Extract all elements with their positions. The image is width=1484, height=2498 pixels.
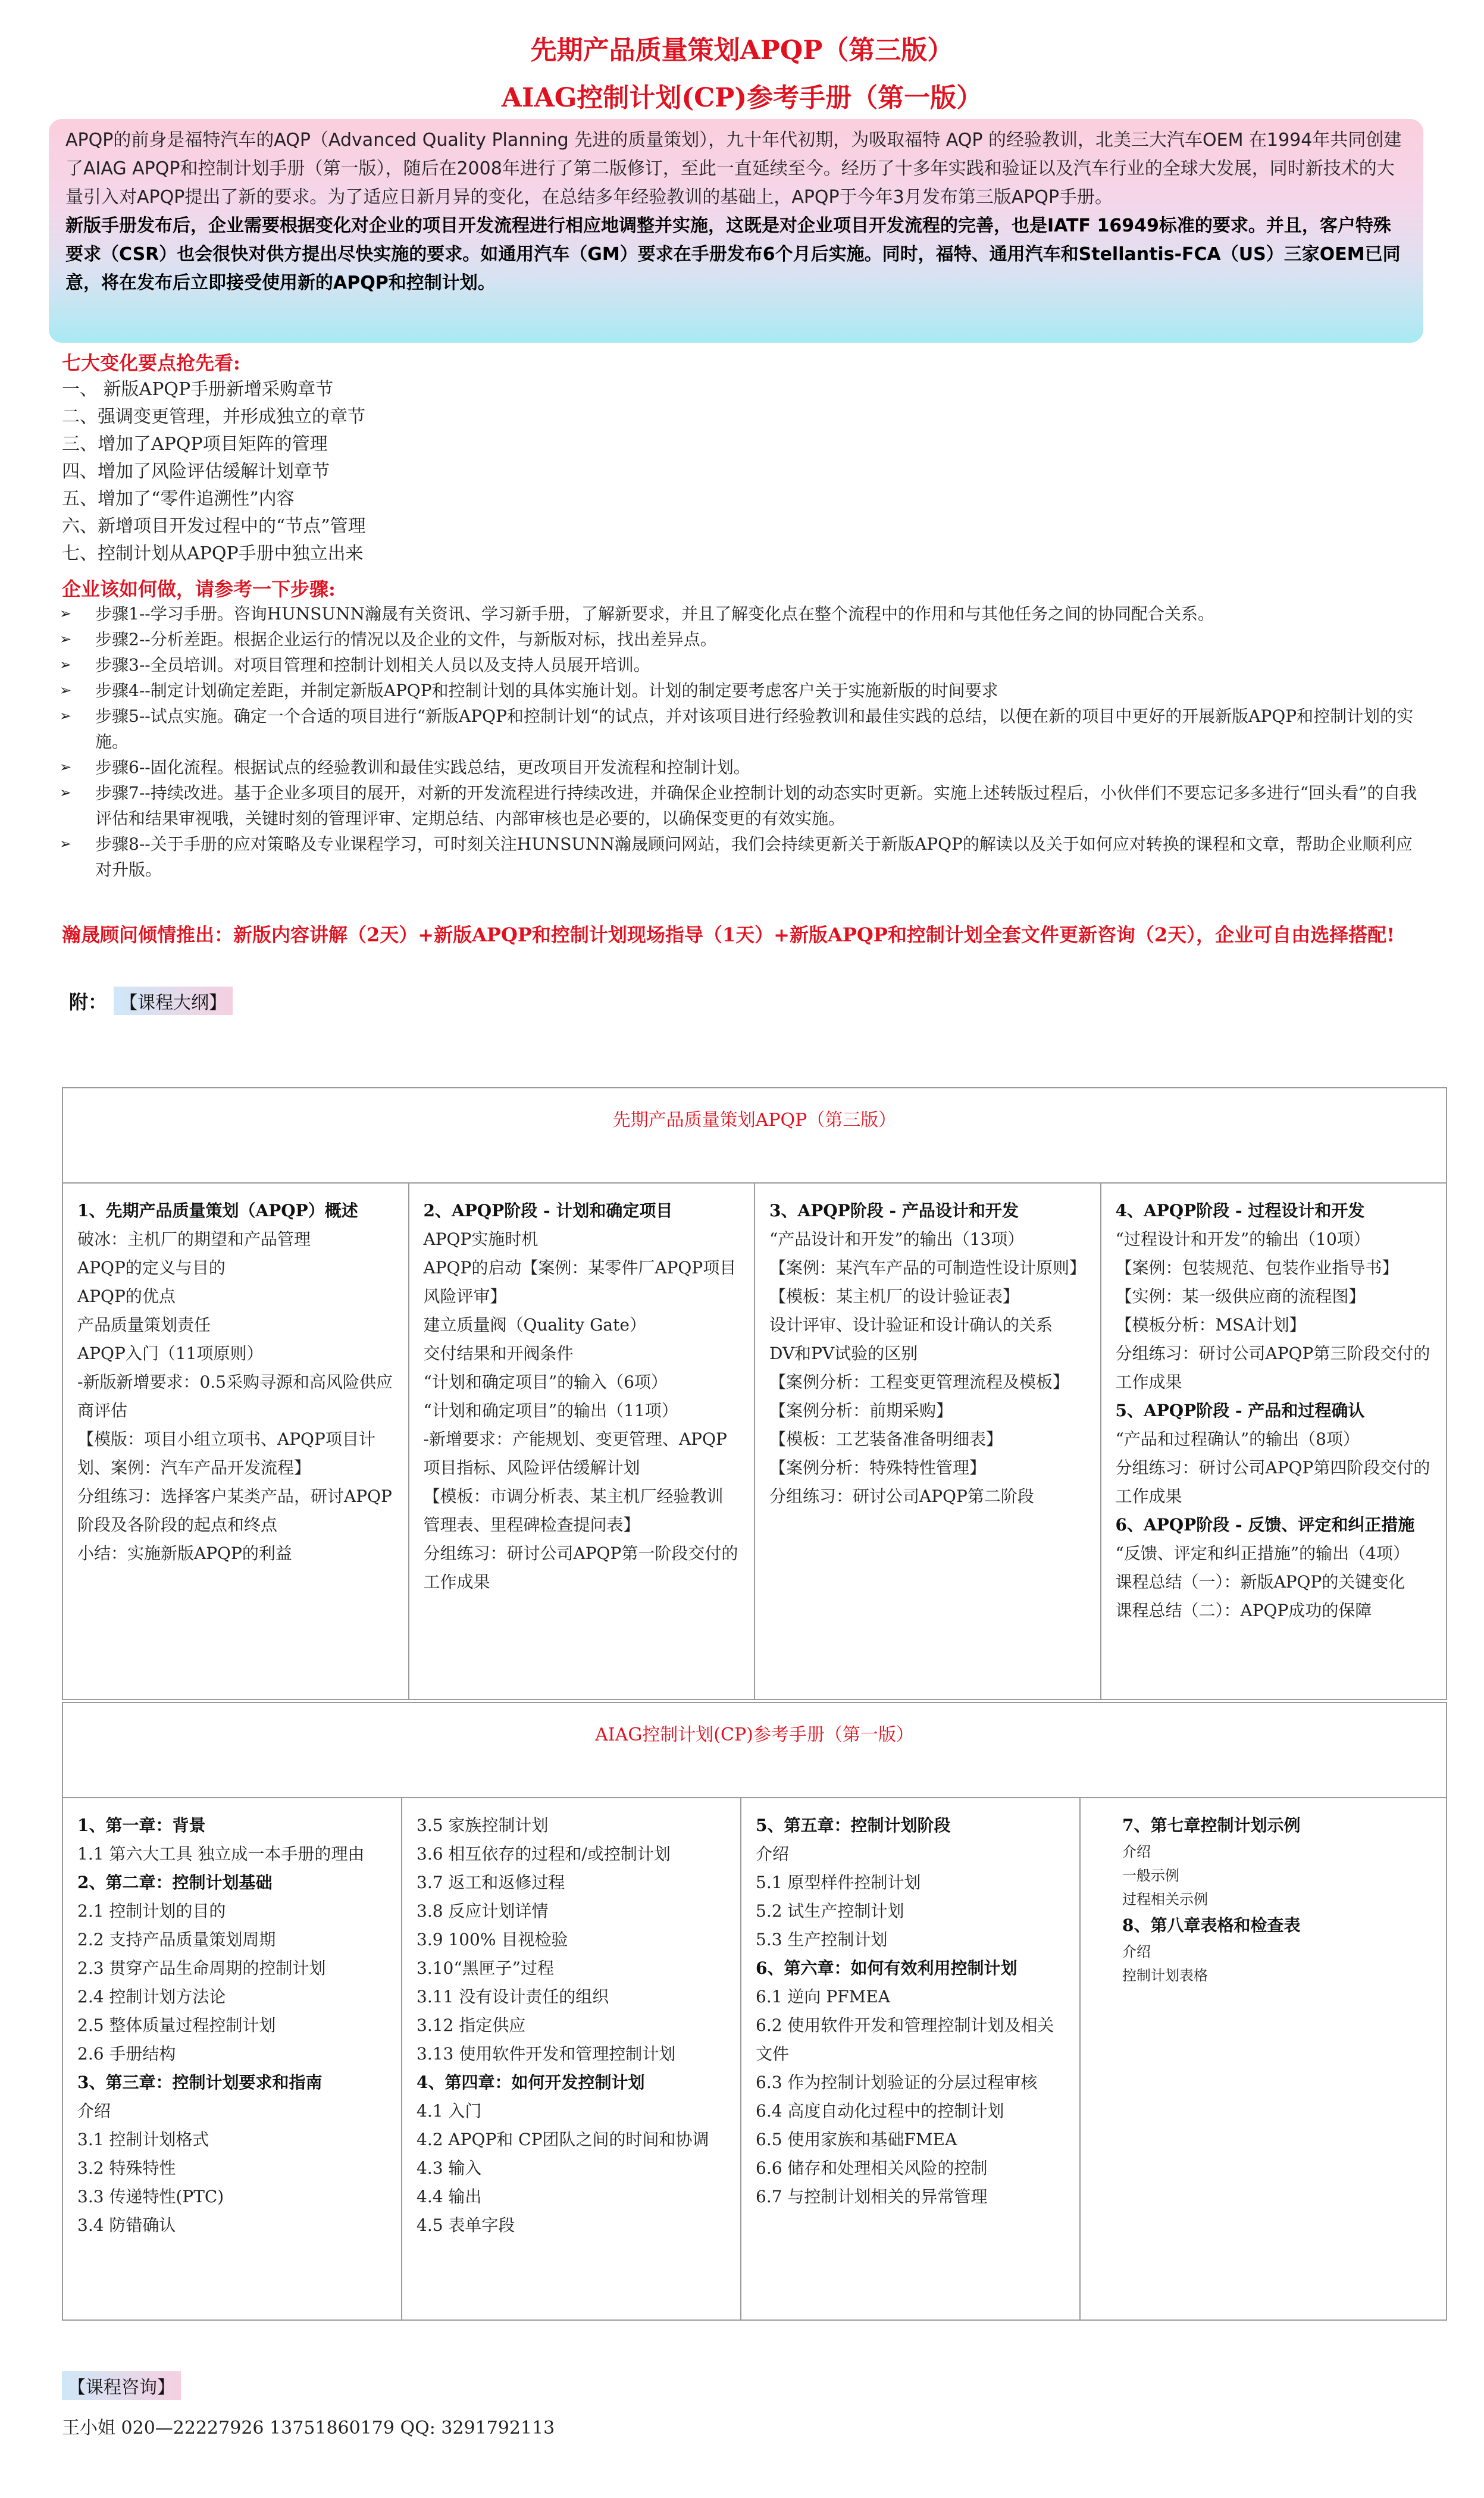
table-column: [63, 1798, 402, 2319]
changes-heading: 七大变化要点抢先看:: [62, 352, 240, 374]
list-item: APQP的优点: [77, 1286, 176, 1306]
contact-info: 王小姐 020—22227926 13751860179 QQ: 3291792113: [62, 2418, 555, 2438]
list-item: 6.7 与控制计划相关的异常管理: [756, 2187, 988, 2206]
list-item: 五、增加了“零件追溯性”内容: [62, 489, 295, 509]
steps-heading: 企业该如何做，请参考一下步骤:: [62, 578, 336, 600]
list-item: 6.2 使用软件开发和管理控制计划及相关文件: [756, 2015, 1054, 2064]
arrow-bullet-icon: ➢: [60, 708, 72, 724]
list-item: 六、新增项目开发过程中的“节点”管理: [62, 516, 366, 537]
course-consult-tag[interactable]: [62, 2371, 181, 2400]
list-item: 分组练习：选择客户某类产品，研讨APQP阶段及各阶段的起点和终点: [77, 1486, 392, 1535]
list-item: 3.9 100% 目视检验: [417, 1930, 568, 1949]
list-item: 【案例分析：特殊特性管理】: [769, 1458, 987, 1477]
list-item: 4.3 输入: [417, 2158, 482, 2178]
table-header: 先期产品质量策划APQP（第三版）: [63, 1088, 1446, 1184]
list-item: 一、 新版APQP手册新增采购章节: [62, 379, 334, 400]
list-item: 【案例分析：前期采购】: [769, 1401, 953, 1420]
list-item: “过程设计和开发”的输出（10项）: [1115, 1229, 1370, 1249]
consult-label: 【课程咨询】: [62, 2371, 181, 2400]
list-item: [60, 678, 1428, 703]
list-item: 设计评审、设计验证和设计确认的关系: [769, 1315, 1053, 1335]
list-item: 分组练习：研讨公司APQP第二阶段: [769, 1486, 1034, 1506]
table-column: [63, 1184, 409, 1699]
list-item: 5.1 原型样件控制计划: [756, 1873, 921, 1892]
step-text: 步骤1--学习手册。咨询HUNSUNN瀚晟有关资讯、学习新手册，了解新要求，并且了解变化点在整个流程中的作用和与其他任务之间的协同配合关系。: [95, 604, 1215, 624]
list-item: 【案例：包装规范、包装作业指导书】: [1115, 1258, 1399, 1278]
list-item: 1.1 第六大工具 独立成一本手册的理由: [77, 1844, 365, 1864]
section-heading: 3、第三章：控制计划要求和指南: [77, 2073, 323, 2092]
attachment-label: 附：: [69, 991, 108, 1013]
section-heading: 1、第一章：背景: [77, 1815, 206, 1835]
list-item: 3.13 使用软件开发和管理控制计划: [417, 2044, 676, 2064]
list-item: 介绍: [1122, 1843, 1151, 1860]
list-item: 介绍: [756, 1844, 790, 1864]
apqp-course-table: [62, 1087, 1447, 1700]
list-item: 2.3 贯穿产品生命周期的控制计划: [77, 1958, 326, 1978]
list-item: 6.6 储存和处理相关风险的控制: [756, 2158, 988, 2178]
list-item: 破冰：主机厂的期望和产品管理: [77, 1229, 311, 1249]
intro-box: [49, 119, 1423, 343]
list-item: “计划和确定项目”的输入（6项）: [423, 1372, 668, 1392]
list-item: 七、控制计划从APQP手册中独立出来: [62, 543, 364, 564]
list-item: 3.8 反应计划详情: [417, 1901, 549, 1921]
list-item: 控制计划表格: [1122, 1967, 1208, 1984]
list-item: 分组练习：研讨公司APQP第一阶段交付的工作成果: [423, 1544, 738, 1592]
list-item: [60, 627, 1428, 652]
list-item: -新增要求：产能规划、变更管理、APQP项目指标、风险评估缓解计划: [423, 1429, 727, 1477]
list-item: 5.3 生产控制计划: [756, 1930, 888, 1949]
step-text: 步骤3--全员培训。对项目管理和控制计划相关人员以及支持人员展开培训。: [95, 655, 650, 675]
list-item: -新版新增要求：0.5采购寻源和高风险供应商评估: [77, 1372, 393, 1420]
table-column: [755, 1184, 1101, 1699]
list-item: DV和PV试验的区别: [769, 1344, 918, 1363]
section-heading: 6、APQP阶段 - 反馈、评定和纠正措施: [1115, 1515, 1415, 1535]
list-item: 产品质量策划责任: [77, 1315, 211, 1335]
list-item: 3.3 传递特性(PTC): [77, 2187, 224, 2206]
steps-list: [60, 601, 1428, 882]
list-item: “产品和过程确认”的输出（8项）: [1115, 1429, 1360, 1449]
list-item: 3.2 特殊特性: [77, 2158, 176, 2178]
section-heading: 2、第二章：控制计划基础: [77, 1873, 273, 1892]
step-text: 步骤8--关于手册的应对策略及专业课程学习，可时刻关注HUNSUNN瀚晟顾问网站，我们会持续更新关于新版APQP的解读以及关于如何应对转换的课程和文章，帮助企业顺利应对升版。: [95, 834, 1413, 879]
list-item: 课程总结（二）：APQP成功的保障: [1115, 1601, 1372, 1620]
section-heading: 1、先期产品质量策划（APQP）概述: [77, 1201, 358, 1220]
page-title: 先期产品质量策划APQP（第三版）: [530, 35, 954, 65]
list-item: 2.2 支持产品质量策划周期: [77, 1930, 276, 1949]
list-item: 三、增加了APQP项目矩阵的管理: [62, 434, 328, 455]
list-item: 【模板：某主机厂的设计验证表】: [769, 1286, 1020, 1306]
page-subtitle: AIAG控制计划(CP)参考手册（第一版）: [501, 83, 983, 113]
intro-text: APQP的前身是福特汽车的AQP（Advanced Quality Planning 先进的质量策划），九十年代初期，为吸取福特 AQP 的经验教训，北美三大汽车OEM 在1994年共同创建了AIAG APQP和控制计划手册（第一版），随后在2008年进行了第二版修订，至此一直延续至今。经历了十多年实践和验证以及汽车行业的全球大发展，同时新技术的大量引入对APQP提出了新的要求。为了适应日新月异的变化，在总结多年经验教训的基础上，APQP于今年3月发布第三版APQP手册。: [65, 130, 1402, 208]
list-item: 4.1 入门: [417, 2101, 482, 2121]
list-item: 建立质量阀（Quality Gate）: [423, 1315, 646, 1335]
list-item: 分组练习：研讨公司APQP第三阶段交付的工作成果: [1115, 1344, 1430, 1392]
list-item: “产品设计和开发”的输出（13项）: [769, 1229, 1025, 1249]
list-item: 3.6 相互依存的过程和/或控制计划: [417, 1844, 671, 1864]
table-column: [1101, 1184, 1447, 1699]
list-item: “反馈、评定和纠正措施”的输出（4项）: [1115, 1544, 1410, 1563]
list-item: 6.3 作为控制计划验证的分层过程审核: [756, 2073, 1038, 2092]
table-column: [741, 1798, 1081, 2319]
section-heading: 8、第八章表格和检查表: [1122, 1915, 1301, 1935]
list-item: 【模板分析：MSA计划】: [1115, 1315, 1306, 1335]
list-item: 【案例：某汽车产品的可制造性设计原则】: [769, 1258, 1087, 1278]
list-item: 4.4 输出: [417, 2187, 482, 2206]
promo-text: 瀚晟顾问倾情推出：新版内容讲解（2天）+新版APQP和控制计划现场指导（1天）+新版APQP和控制计划全套文件更新咨询（2天），企业可自由选择搭配!: [62, 924, 1395, 946]
course-outline-tag[interactable]: 【课程大纲】: [114, 987, 233, 1015]
step-text: 步骤7--持续改进。基于企业多项目的展开，对新的开发流程进行持续改进，并确保企业控制计划的动态实时更新。实施上述转版过程后，小伙伴们不要忘记多多进行“回头看”的自我评估和结果审视哦，关键时刻的管理评审、定期总结、内部审核也是必要的，以确保变更的有效实施。: [95, 783, 1417, 828]
list-item: 【模板：市调分析表、某主机厂经验教训管理表、里程碑检查提问表】: [423, 1486, 724, 1535]
list-item: APQP的启动【案例：某零件厂APQP项目风险评审】: [423, 1258, 737, 1306]
list-item: 3.10“黑匣子”过程: [417, 1958, 554, 1978]
section-heading: 6、第六章：如何有效利用控制计划: [756, 1958, 1017, 1978]
list-item: 课程总结（一）：新版APQP的关键变化: [1115, 1572, 1405, 1592]
section-heading: 7、第七章控制计划示例: [1122, 1815, 1301, 1835]
list-item: 6.1 逆向 PFMEA: [756, 1987, 890, 2006]
list-item: 2.5 整体质量过程控制计划: [77, 2015, 276, 2035]
list-item: 【实例：某一级供应商的流程图】: [1115, 1286, 1366, 1306]
changes-list: [62, 376, 366, 568]
table-header: AIAG控制计划(CP)参考手册（第一版）: [63, 1703, 1446, 1798]
list-item: 2.6 手册结构: [77, 2044, 176, 2064]
list-item: 2.4 控制计划方法论: [77, 1987, 226, 2006]
section-heading: 4、第四章：如何开发控制计划: [417, 2073, 645, 2092]
list-item: 3.5 家族控制计划: [417, 1815, 549, 1835]
step-text: 步骤5--试点实施。确定一个合适的项目进行“新版APQP和控制计划“的试点，并对该项目进行经验教训和最佳实践的总结，以便在新的项目中更好的开展新版APQP和控制计划的实施。: [95, 706, 1414, 752]
list-item: 分组练习：研讨公司APQP第四阶段交付的工作成果: [1115, 1458, 1430, 1506]
list-item: 二、强调变更管理，并形成独立的章节: [62, 406, 365, 427]
section-heading: 3、APQP阶段 - 产品设计和开发: [769, 1201, 1019, 1220]
list-item: “计划和确定项目”的输出（11项）: [423, 1401, 678, 1420]
section-heading: 4、APQP阶段 - 过程设计和开发: [1115, 1201, 1365, 1220]
list-item: 介绍: [77, 2101, 111, 2121]
list-item: 介绍: [1122, 1943, 1151, 1960]
list-item: [60, 652, 1428, 678]
list-item: 3.1 控制计划格式: [77, 2130, 209, 2149]
list-item: 3.7 返工和返修过程: [417, 1873, 565, 1892]
arrow-bullet-icon: ➢: [60, 656, 72, 673]
list-item: 6.4 高度自动化过程中的控制计划: [756, 2101, 1004, 2121]
list-item: [60, 755, 1428, 780]
table-column: [402, 1798, 741, 2319]
list-item: 一般示例: [1122, 1867, 1179, 1884]
list-item: [60, 601, 1428, 627]
list-item: [60, 780, 1428, 831]
list-item: APQP实施时机: [423, 1229, 539, 1249]
arrow-bullet-icon: ➢: [60, 631, 72, 647]
list-item: 【案例分析：工程变更管理流程及模板】: [769, 1372, 1070, 1392]
step-text: 步骤6--固化流程。根据试点的经验教训和最佳实践总结，更改项目开发流程和控制计划。: [95, 757, 750, 777]
list-item: 交付结果和开阀条件: [423, 1344, 574, 1363]
list-item: 3.4 防错确认: [77, 2215, 176, 2235]
arrow-bullet-icon: ➢: [60, 784, 72, 801]
list-item: 6.5 使用家族和基础FMEA: [756, 2130, 957, 2149]
attachment-line: [69, 987, 233, 1015]
list-item: 3.11 没有设计责任的组织: [417, 1987, 609, 2006]
list-item: 4.5 表单字段: [417, 2215, 515, 2235]
list-item: 2.1 控制计划的目的: [77, 1901, 226, 1921]
table-column: [409, 1184, 756, 1699]
control-plan-course-table: [62, 1702, 1447, 2321]
list-item: 4.2 APQP和 CP团队之间的时间和协调: [417, 2130, 709, 2149]
list-item: 5.2 试生产控制计划: [756, 1901, 904, 1921]
arrow-bullet-icon: ➢: [60, 682, 72, 699]
section-heading: 2、APQP阶段 - 计划和确定项目: [423, 1201, 673, 1220]
list-item: 四、增加了风险评估缓解计划章节: [62, 461, 330, 482]
list-item: [60, 703, 1428, 755]
list-item: 【模板：工艺装备准备明细表】: [769, 1429, 1003, 1449]
list-item: 3.12 指定供应: [417, 2015, 526, 2035]
section-heading: 5、第五章：控制计划阶段: [756, 1815, 951, 1835]
section-heading: 5、APQP阶段 - 产品和过程确认: [1115, 1401, 1365, 1420]
intro-bold-text: 新版手册发布后，企业需要根据变化对企业的项目开发流程进行相应地调整并实施，这既是对企业项目开发流程的完善，也是IATF 16949标准的要求。并且，客户特殊要求（CSR）也会很快对供方提出尽快实施的要求。如通用汽车（GM）要求在手册发布6个月后实施。同时，福特、通用汽车和Stellantis-FCA（US）三家OEM已同意，将在发布后立即接受使用新的APQP和控制计划。: [65, 215, 1401, 293]
list-item: [60, 831, 1428, 882]
list-item: APQP入门（11项原则）: [77, 1344, 264, 1363]
arrow-bullet-icon: ➢: [60, 605, 72, 622]
list-item: 【模版：项目小组立项书、APQP项目计划、案例：汽车产品开发流程】: [77, 1429, 375, 1477]
table-column: [1081, 1798, 1446, 2319]
list-item: APQP的定义与目的: [77, 1258, 226, 1278]
step-text: 步骤2--分析差距。根据企业运行的情况以及企业的文件，与新版对标，找出差异点。: [95, 630, 717, 649]
arrow-bullet-icon: ➢: [60, 835, 72, 852]
step-text: 步骤4--制定计划确定差距，并制定新版APQP和控制计划的具体实施计划。计划的制定要考虑客户关于实施新版的时间要求: [95, 681, 998, 700]
arrow-bullet-icon: ➢: [60, 759, 72, 775]
list-item: 小结：实施新版APQP的利益: [77, 1544, 292, 1563]
list-item: 过程相关示例: [1122, 1891, 1208, 1908]
